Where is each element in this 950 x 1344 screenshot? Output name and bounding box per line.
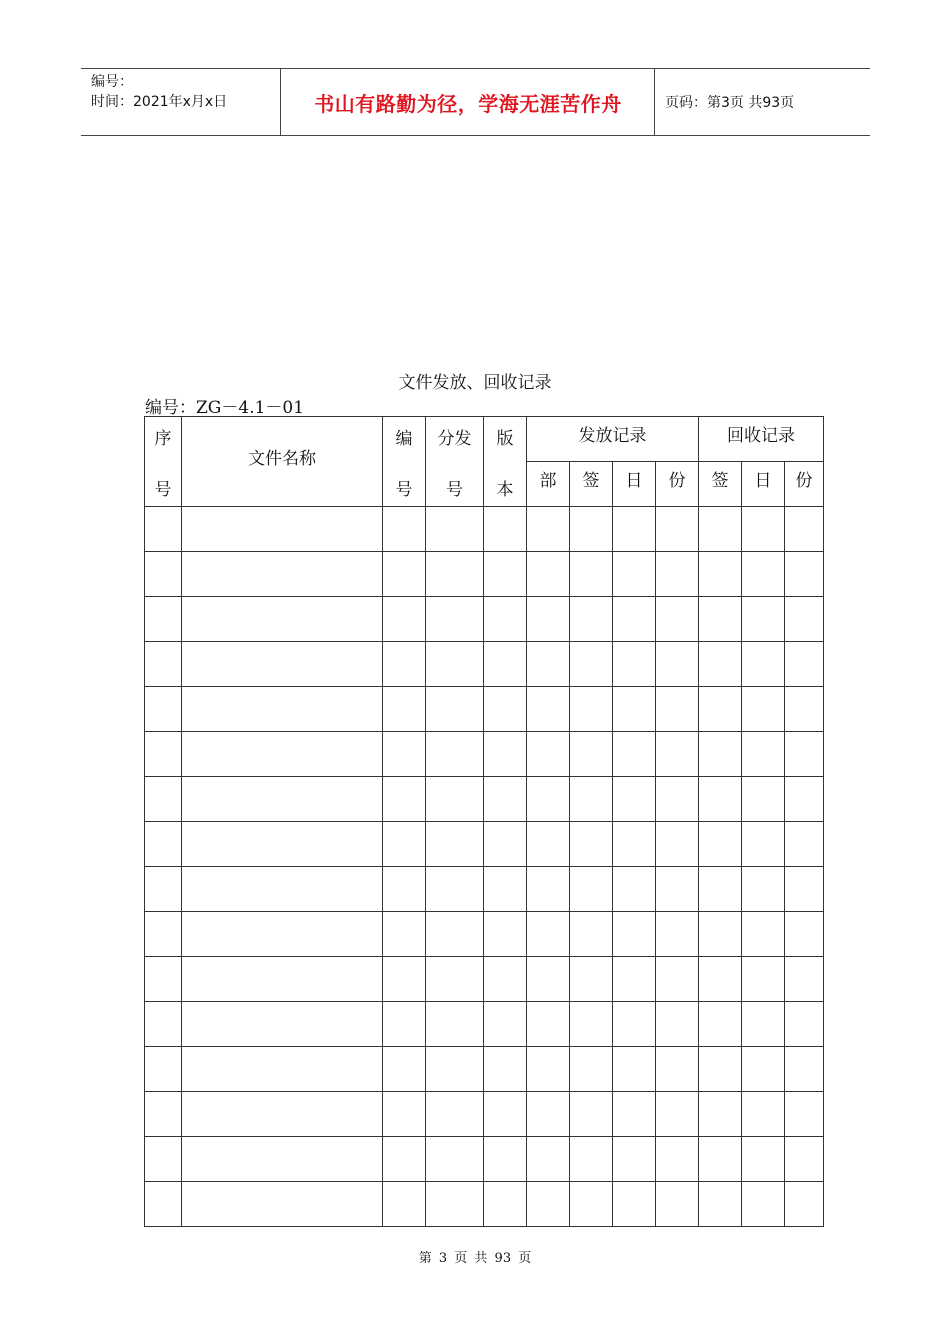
table-cell[interactable] (570, 1182, 613, 1227)
table-row (145, 1047, 824, 1092)
table-cell[interactable] (527, 1047, 570, 1092)
header-seq (145, 417, 182, 507)
header-seq-bottom: 号 (154, 479, 172, 500)
table-cell[interactable] (527, 867, 570, 912)
table-cell[interactable] (570, 552, 613, 597)
table-cell[interactable] (699, 507, 742, 552)
header-motto: 书山有路勤为径，学海无涯苦作舟 (282, 69, 655, 135)
table-cell[interactable] (699, 552, 742, 597)
table-cell[interactable] (656, 1002, 699, 1047)
table-cell[interactable] (426, 732, 484, 777)
table-cell[interactable] (426, 552, 484, 597)
table-cell[interactable] (527, 822, 570, 867)
table-cell[interactable] (484, 867, 527, 912)
table-cell[interactable] (699, 1137, 742, 1182)
table-cell[interactable] (527, 957, 570, 1002)
table-cell[interactable] (570, 777, 613, 822)
table-cell[interactable] (182, 957, 383, 1002)
table-cell[interactable] (145, 507, 182, 552)
header-seq-top: 序 (154, 428, 172, 449)
table-cell[interactable] (699, 1002, 742, 1047)
table-cell[interactable] (699, 957, 742, 1002)
table-cell[interactable] (145, 957, 182, 1002)
table-cell[interactable] (383, 822, 426, 867)
table-cell[interactable] (742, 642, 785, 687)
table-cell[interactable] (426, 822, 484, 867)
table-cell[interactable] (383, 732, 426, 777)
table-row (145, 912, 824, 957)
table-cell[interactable] (742, 1002, 785, 1047)
table-row (145, 507, 824, 552)
table-cell[interactable] (145, 867, 182, 912)
table-cell[interactable] (785, 687, 824, 732)
table-row (145, 822, 824, 867)
table-cell[interactable] (145, 912, 182, 957)
table-cell[interactable] (527, 1002, 570, 1047)
table-cell[interactable] (484, 1002, 527, 1047)
table-cell[interactable] (785, 1047, 824, 1092)
table-cell[interactable] (145, 552, 182, 597)
table-cell[interactable] (484, 777, 527, 822)
table-cell[interactable] (742, 957, 785, 1002)
table-row (145, 957, 824, 1002)
table-cell[interactable] (742, 732, 785, 777)
table-row (145, 642, 824, 687)
table-cell[interactable] (613, 822, 656, 867)
table-cell[interactable] (785, 1137, 824, 1182)
table-cell[interactable] (527, 597, 570, 642)
table-cell[interactable] (742, 552, 785, 597)
header-version-top: 版 (496, 428, 514, 449)
table-cell[interactable] (570, 1002, 613, 1047)
table-cell[interactable] (426, 507, 484, 552)
table-cell[interactable] (656, 1137, 699, 1182)
table-cell[interactable] (145, 687, 182, 732)
table-cell[interactable] (484, 1047, 527, 1092)
table-cell[interactable] (145, 822, 182, 867)
table-cell[interactable] (570, 687, 613, 732)
table-cell[interactable] (426, 912, 484, 957)
table-cell[interactable] (484, 687, 527, 732)
table-row (145, 552, 824, 597)
table-cell[interactable] (182, 912, 383, 957)
table-cell[interactable] (699, 597, 742, 642)
header-version (484, 417, 527, 507)
table-cell[interactable] (426, 687, 484, 732)
table-cell[interactable] (527, 912, 570, 957)
table-cell[interactable] (570, 912, 613, 957)
table-cell[interactable] (145, 1137, 182, 1182)
table-cell[interactable] (613, 1137, 656, 1182)
table-cell[interactable] (426, 597, 484, 642)
table-cell[interactable] (570, 507, 613, 552)
table-cell[interactable] (570, 1047, 613, 1092)
table-cell[interactable] (145, 777, 182, 822)
table-cell[interactable] (527, 1092, 570, 1137)
table-cell[interactable] (613, 642, 656, 687)
table-cell[interactable] (656, 687, 699, 732)
table-cell[interactable] (656, 822, 699, 867)
table-cell[interactable] (742, 1182, 785, 1227)
table-row (145, 687, 824, 732)
table-cell[interactable] (527, 687, 570, 732)
table-cell[interactable] (742, 1092, 785, 1137)
table-cell[interactable] (785, 957, 824, 1002)
table-cell[interactable] (484, 1092, 527, 1137)
table-cell[interactable] (785, 1182, 824, 1227)
table-cell[interactable] (656, 552, 699, 597)
table-cell[interactable] (383, 1047, 426, 1092)
header-time-label: 时间：2021年x月x日 (91, 94, 228, 110)
table-cell[interactable] (484, 642, 527, 687)
table-cell[interactable] (570, 597, 613, 642)
table-cell[interactable] (182, 1182, 383, 1227)
table-cell[interactable] (383, 1002, 426, 1047)
table-cell[interactable] (145, 1182, 182, 1227)
table-cell[interactable] (699, 687, 742, 732)
table-cell[interactable] (742, 777, 785, 822)
table-cell[interactable] (145, 1047, 182, 1092)
table-cell[interactable] (527, 552, 570, 597)
table-cell[interactable] (570, 732, 613, 777)
table-cell[interactable] (570, 867, 613, 912)
table-cell[interactable] (426, 867, 484, 912)
table-cell[interactable] (145, 1002, 182, 1047)
table-cell[interactable] (785, 822, 824, 867)
table-cell[interactable] (527, 1137, 570, 1182)
table-cell[interactable] (699, 867, 742, 912)
table-cell[interactable] (656, 1047, 699, 1092)
table-cell[interactable] (613, 957, 656, 1002)
table-cell[interactable] (613, 1002, 656, 1047)
table-cell[interactable] (742, 822, 785, 867)
table-cell[interactable] (742, 867, 785, 912)
table-row (145, 1137, 824, 1182)
header-version-bottom: 本 (496, 479, 514, 500)
table-row (145, 1092, 824, 1137)
table-cell[interactable] (484, 822, 527, 867)
table-cell[interactable] (182, 597, 383, 642)
table-cell[interactable] (656, 867, 699, 912)
header-recall-sign: 签 (699, 462, 742, 507)
table-row (145, 867, 824, 912)
table-cell[interactable] (182, 1047, 383, 1092)
table-cell[interactable] (182, 822, 383, 867)
table-cell[interactable] (785, 1002, 824, 1047)
table-cell[interactable] (656, 957, 699, 1002)
table-cell[interactable] (182, 867, 383, 912)
table-cell[interactable] (484, 507, 527, 552)
table-cell[interactable] (613, 597, 656, 642)
document-title: 文件发放、回收记录 (398, 373, 552, 393)
header-issue-dept: 部 (527, 462, 570, 507)
table-cell[interactable] (484, 957, 527, 1002)
record-table (144, 416, 824, 1227)
header-issue-group: 发放记录 (527, 417, 699, 462)
table-cell[interactable] (527, 777, 570, 822)
table-cell[interactable] (785, 597, 824, 642)
table-cell[interactable] (742, 597, 785, 642)
table-cell[interactable] (785, 552, 824, 597)
table-row (145, 777, 824, 822)
header-number (383, 417, 426, 507)
table-cell[interactable] (570, 1092, 613, 1137)
table-cell[interactable] (656, 732, 699, 777)
table-cell[interactable] (426, 1137, 484, 1182)
table-cell[interactable] (656, 777, 699, 822)
table-cell[interactable] (383, 867, 426, 912)
table-cell[interactable] (383, 687, 426, 732)
document-code: 编号：ZG－4.1－01 (145, 398, 305, 418)
table-cell[interactable] (613, 1092, 656, 1137)
table-cell[interactable] (656, 507, 699, 552)
table-cell[interactable] (656, 912, 699, 957)
table-cell[interactable] (484, 1137, 527, 1182)
table-cell[interactable] (785, 732, 824, 777)
table-cell[interactable] (426, 957, 484, 1002)
table-cell[interactable] (426, 1047, 484, 1092)
table-cell[interactable] (383, 552, 426, 597)
page-header (81, 68, 870, 136)
table-cell[interactable] (426, 642, 484, 687)
page-footer: 第 3 页 共 93 页 (418, 1251, 532, 1266)
table-cell[interactable] (527, 1182, 570, 1227)
table-cell[interactable] (785, 777, 824, 822)
table-cell[interactable] (699, 777, 742, 822)
table-cell[interactable] (742, 1137, 785, 1182)
table-cell[interactable] (613, 552, 656, 597)
table-cell[interactable] (426, 777, 484, 822)
table-cell[interactable] (613, 732, 656, 777)
header-recall-group: 回收记录 (699, 417, 824, 462)
table-cell[interactable] (613, 867, 656, 912)
header-issue-copies: 份 (656, 462, 699, 507)
table-cell[interactable] (182, 732, 383, 777)
table-row (145, 1182, 824, 1227)
table-cell[interactable] (145, 597, 182, 642)
table-cell[interactable] (785, 867, 824, 912)
table-cell[interactable] (383, 1092, 426, 1137)
table-cell[interactable] (484, 732, 527, 777)
table-cell[interactable] (182, 1137, 383, 1182)
header-distribution-bottom: 号 (446, 479, 463, 500)
header-file-name-text: 文件名称 (248, 449, 316, 469)
table-cell[interactable] (145, 732, 182, 777)
table-cell[interactable] (742, 912, 785, 957)
header-recall-date: 日 (742, 462, 785, 507)
table-cell[interactable] (742, 1047, 785, 1092)
table-cell[interactable] (383, 1137, 426, 1182)
table-cell[interactable] (383, 642, 426, 687)
table-cell[interactable] (699, 1092, 742, 1137)
table-cell[interactable] (383, 1182, 426, 1227)
table-cell[interactable] (527, 507, 570, 552)
header-file-name (182, 417, 383, 507)
table-cell[interactable] (484, 552, 527, 597)
table-cell[interactable] (383, 597, 426, 642)
header-number-bottom: 号 (395, 479, 413, 500)
header-page-info: 页码：第3页 共93页 (665, 95, 795, 111)
table-cell[interactable] (699, 642, 742, 687)
table-cell[interactable] (699, 1047, 742, 1092)
table-row (145, 597, 824, 642)
table-cell[interactable] (570, 1137, 613, 1182)
table-cell[interactable] (613, 507, 656, 552)
table-cell[interactable] (613, 1047, 656, 1092)
table-cell[interactable] (785, 1092, 824, 1137)
table-cell[interactable] (182, 642, 383, 687)
table-cell[interactable] (426, 1002, 484, 1047)
table-cell[interactable] (656, 1182, 699, 1227)
header-number-top: 编 (395, 428, 413, 449)
table-cell[interactable] (656, 597, 699, 642)
table-cell[interactable] (613, 912, 656, 957)
table-cell[interactable] (182, 1002, 383, 1047)
table-cell[interactable] (182, 687, 383, 732)
header-issue-sign: 签 (570, 462, 613, 507)
header-meta (81, 69, 281, 135)
header-issue-date: 日 (613, 462, 656, 507)
table-cell[interactable] (699, 822, 742, 867)
table-cell[interactable] (527, 732, 570, 777)
table-cell[interactable] (570, 957, 613, 1002)
table-cell[interactable] (182, 552, 383, 597)
table-cell[interactable] (383, 957, 426, 1002)
table-cell[interactable] (656, 1092, 699, 1137)
table-cell[interactable] (699, 912, 742, 957)
table-cell[interactable] (570, 822, 613, 867)
table-cell[interactable] (613, 1182, 656, 1227)
table-cell[interactable] (426, 1182, 484, 1227)
table-cell[interactable] (426, 1092, 484, 1137)
table-cell[interactable] (182, 777, 383, 822)
table-cell[interactable] (383, 777, 426, 822)
table-cell[interactable] (785, 507, 824, 552)
table-cell[interactable] (699, 1182, 742, 1227)
header-distribution (426, 417, 484, 507)
table-row (145, 732, 824, 777)
table-cell[interactable] (484, 912, 527, 957)
table-cell[interactable] (527, 642, 570, 687)
table-cell[interactable] (785, 912, 824, 957)
table-cell[interactable] (613, 687, 656, 732)
header-recall-copies: 份 (785, 462, 824, 507)
table-cell[interactable] (182, 507, 383, 552)
table-cell[interactable] (742, 507, 785, 552)
table-cell[interactable] (145, 642, 182, 687)
table-cell[interactable] (182, 1092, 383, 1137)
record-table-body (145, 507, 824, 1227)
table-row (145, 1002, 824, 1047)
table-cell[interactable] (742, 687, 785, 732)
header-number-label: 编号： (91, 74, 133, 90)
table-cell[interactable] (145, 1092, 182, 1137)
table-cell[interactable] (570, 642, 613, 687)
table-cell[interactable] (699, 732, 742, 777)
table-cell[interactable] (484, 1182, 527, 1227)
table-cell[interactable] (656, 642, 699, 687)
table-cell[interactable] (484, 597, 527, 642)
table-cell[interactable] (613, 777, 656, 822)
table-cell[interactable] (383, 507, 426, 552)
header-distribution-top: 分发 (437, 428, 472, 449)
table-cell[interactable] (383, 912, 426, 957)
table-cell[interactable] (785, 642, 824, 687)
